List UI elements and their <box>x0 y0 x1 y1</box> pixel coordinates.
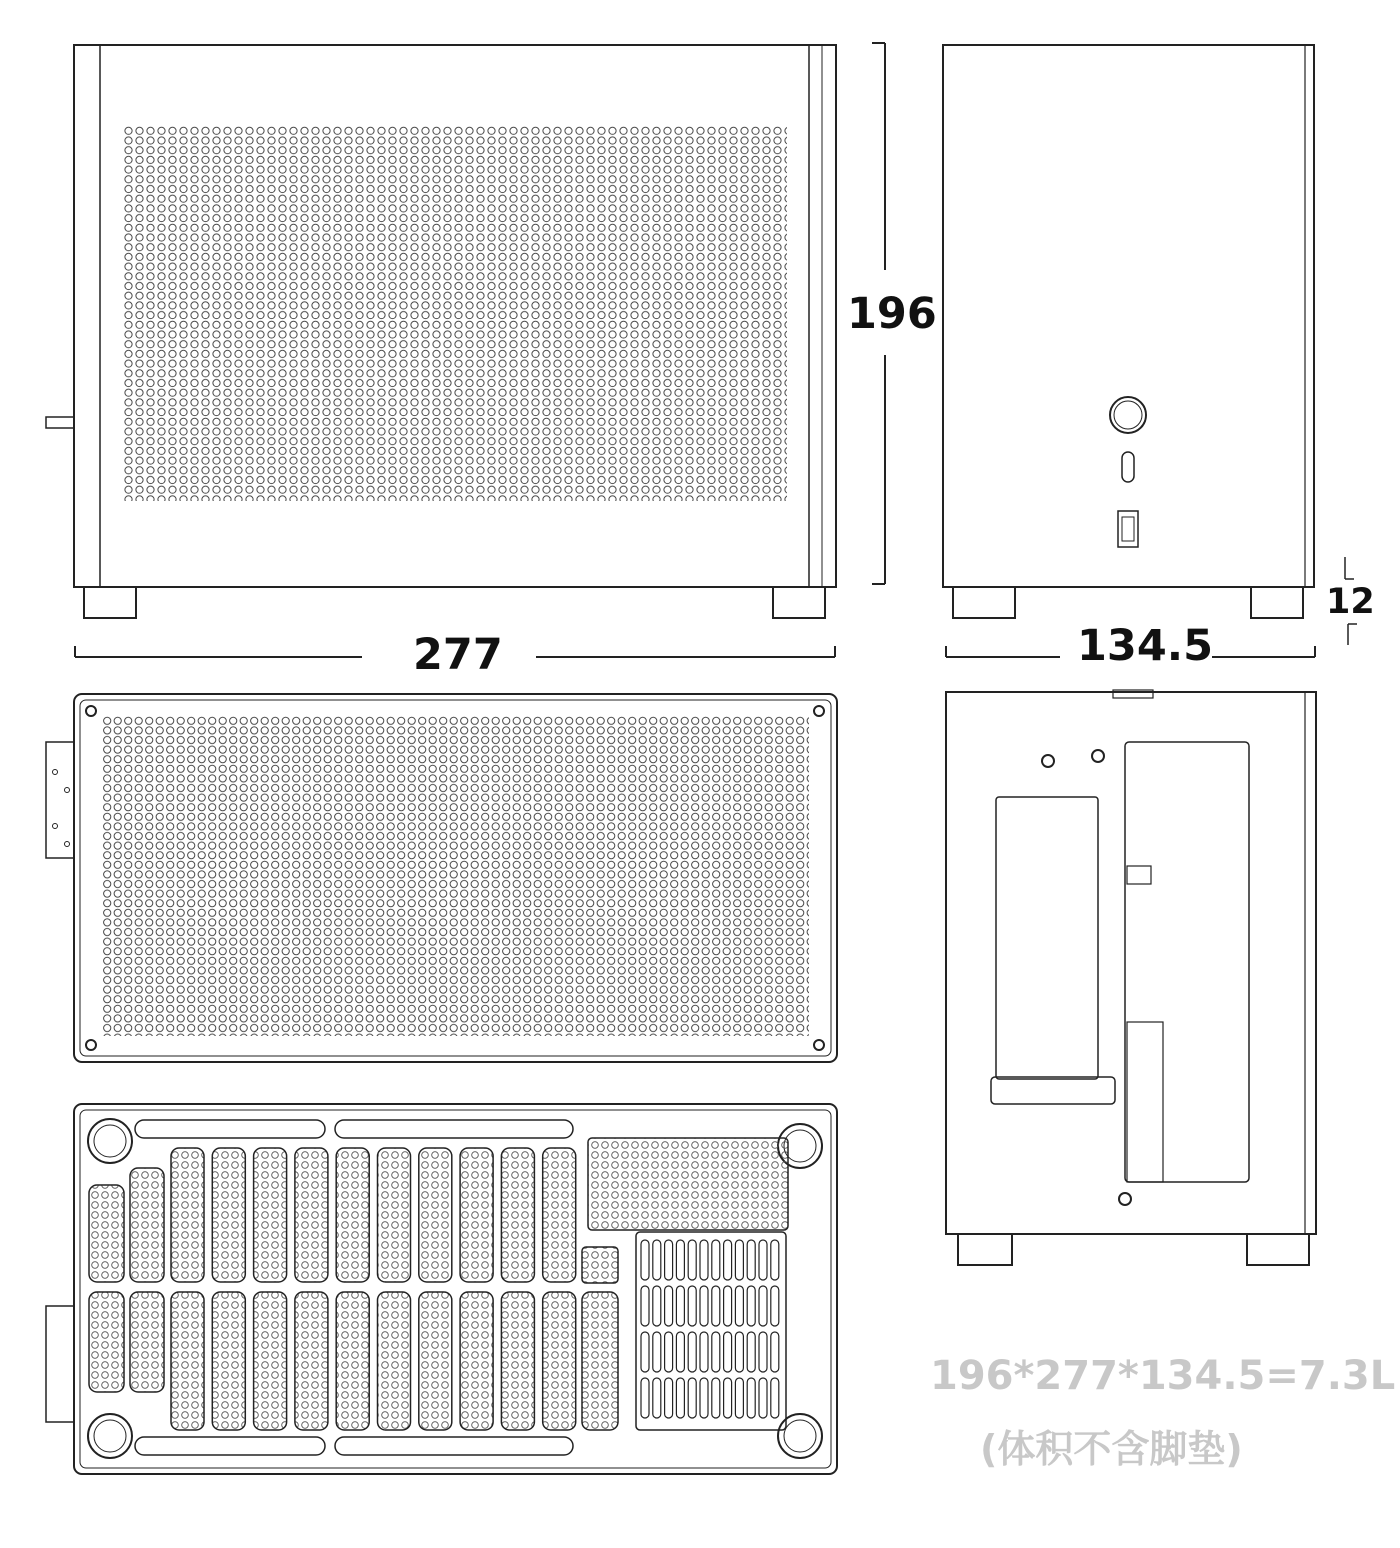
front-left-foot <box>84 587 136 618</box>
grille-slot <box>712 1286 720 1326</box>
bottom-hinge-bracket <box>46 1306 74 1422</box>
perforated-slot-upper <box>543 1148 576 1282</box>
bottom-slot-bottom-right <box>335 1437 573 1455</box>
grille-slot <box>676 1286 684 1326</box>
top-hinge-bracket <box>46 742 74 858</box>
grille-slot <box>735 1286 743 1326</box>
bottom-slot-top-left <box>135 1120 325 1138</box>
bottom-foot-br <box>778 1414 822 1458</box>
perforated-slot-lower <box>295 1292 328 1430</box>
grille-slot <box>700 1378 708 1418</box>
perforated-slot-lower <box>543 1292 576 1430</box>
front-view <box>46 45 836 618</box>
interior-screw-3 <box>1119 1193 1131 1205</box>
depth-dimension-label: 134.5 <box>1077 621 1214 671</box>
usb-c-port-icon <box>1122 452 1134 482</box>
top-screw-br <box>814 1040 824 1050</box>
grille-slot <box>759 1378 767 1418</box>
volume-note: (体积不含脚垫) <box>980 1427 1243 1471</box>
grille-slot <box>712 1332 720 1372</box>
bottom-foot-tl <box>88 1119 132 1163</box>
grille-slot <box>688 1378 696 1418</box>
side-left-foot <box>953 587 1015 618</box>
perforated-slot-lower <box>460 1292 493 1430</box>
grille-slot <box>747 1286 755 1326</box>
perforated-slot-lower <box>419 1292 452 1430</box>
grille-slot <box>724 1240 732 1280</box>
grille-slot <box>688 1332 696 1372</box>
grille-slot <box>724 1286 732 1326</box>
grille-slot <box>688 1240 696 1280</box>
perforated-slot-upper <box>171 1148 204 1282</box>
perforated-slot-lower <box>501 1292 534 1430</box>
gpu-bracket-foot <box>991 1077 1115 1104</box>
perforated-slot-lower <box>171 1292 204 1430</box>
grille-slot <box>771 1240 779 1280</box>
top-perforated-mesh <box>102 716 809 1036</box>
volume-formula: 196*277*134.5=7.3L <box>930 1353 1396 1399</box>
interior-screw-1 <box>1042 755 1054 767</box>
perforated-slot-lower <box>378 1292 411 1430</box>
width-dimension-label: 277 <box>413 630 503 680</box>
grille-slot <box>641 1286 649 1326</box>
perforated-slot-lower <box>212 1292 245 1430</box>
perforated-slot-upper <box>212 1148 245 1282</box>
grille-slot <box>676 1332 684 1372</box>
grille-slot <box>688 1286 696 1326</box>
grille-slot <box>771 1378 779 1418</box>
psu-bay <box>1125 742 1249 1182</box>
interior-screw-2 <box>1092 750 1104 762</box>
power-button-icon <box>1110 397 1146 433</box>
bottom-vent-upper <box>588 1138 788 1230</box>
grille-slot <box>759 1332 767 1372</box>
front-right-foot <box>773 587 825 618</box>
grille-slot <box>676 1378 684 1418</box>
usb-a-port-inner <box>1122 517 1134 541</box>
perforated-slot-upper <box>130 1168 164 1282</box>
grille-slot <box>712 1378 720 1418</box>
gpu-bracket <box>996 797 1098 1079</box>
grille-slot <box>735 1240 743 1280</box>
grille-slot <box>700 1240 708 1280</box>
interior-right-foot <box>1247 1234 1309 1265</box>
perforated-slot-lower <box>336 1292 369 1430</box>
psu-clip-lower <box>1127 1022 1163 1182</box>
grille-slot <box>735 1378 743 1418</box>
feet-dimension-label: 12 <box>1326 582 1375 622</box>
perforated-slot-upper <box>501 1148 534 1282</box>
grille-slot <box>641 1240 649 1280</box>
grille-slot <box>771 1286 779 1326</box>
grille-slot <box>653 1332 661 1372</box>
perforated-slot-lower <box>254 1292 287 1430</box>
grille-slot <box>665 1378 673 1418</box>
bottom-vent-grille <box>636 1232 786 1430</box>
grille-slot <box>641 1332 649 1372</box>
psu-clip-upper <box>1127 866 1151 884</box>
grille-slot <box>712 1240 720 1280</box>
grille-slot <box>641 1378 649 1418</box>
grille-slot <box>759 1240 767 1280</box>
power-button-inner <box>1114 401 1142 429</box>
perforated-slot-lower <box>89 1292 124 1392</box>
bottom-foot-bl <box>88 1414 132 1458</box>
top-screw-tl <box>86 706 96 716</box>
grille-slot <box>665 1286 673 1326</box>
grille-slot <box>653 1240 661 1280</box>
perforated-slot-lower <box>130 1292 164 1392</box>
grille-slot <box>771 1332 779 1372</box>
grille-slot <box>747 1332 755 1372</box>
perforated-slot-upper <box>419 1148 452 1282</box>
grille-slot <box>653 1378 661 1418</box>
side-view-outline <box>943 45 1314 587</box>
perforated-slot-upper <box>378 1148 411 1282</box>
grille-slot <box>665 1240 673 1280</box>
grille-slot <box>747 1240 755 1280</box>
grille-slot <box>735 1332 743 1372</box>
grille-slot <box>724 1378 732 1418</box>
bottom-slot-bottom-left <box>135 1437 325 1455</box>
side-view <box>943 45 1314 618</box>
bottom-grille-slots <box>641 1240 779 1418</box>
top-screw-tr <box>814 706 824 716</box>
perforated-slot-upper <box>460 1148 493 1282</box>
grille-slot <box>759 1286 767 1326</box>
side-right-foot <box>1251 587 1303 618</box>
front-perforated-mesh <box>123 126 787 501</box>
interior-view <box>946 690 1316 1265</box>
bottom-slot-top-right <box>335 1120 573 1138</box>
height-dimension-label: 196 <box>847 289 937 339</box>
grille-slot <box>747 1378 755 1418</box>
grille-slot <box>676 1240 684 1280</box>
interior-left-foot <box>958 1234 1012 1265</box>
top-view <box>46 694 837 1062</box>
grille-slot <box>700 1286 708 1326</box>
perforated-slot-lower <box>582 1292 618 1430</box>
usb-a-port-icon <box>1118 511 1138 547</box>
perforated-slot-upper <box>254 1148 287 1282</box>
perforated-slot-upper <box>295 1148 328 1282</box>
grille-slot <box>700 1332 708 1372</box>
perforated-slot-upper <box>89 1185 124 1282</box>
bottom-perforated-slots <box>89 1148 618 1430</box>
top-screw-bl <box>86 1040 96 1050</box>
grille-slot <box>665 1332 673 1372</box>
grille-slot <box>724 1332 732 1372</box>
grille-slot <box>653 1286 661 1326</box>
front-side-button <box>46 417 74 428</box>
perforated-slot-upper <box>336 1148 369 1282</box>
interior-view-outline <box>946 692 1316 1234</box>
